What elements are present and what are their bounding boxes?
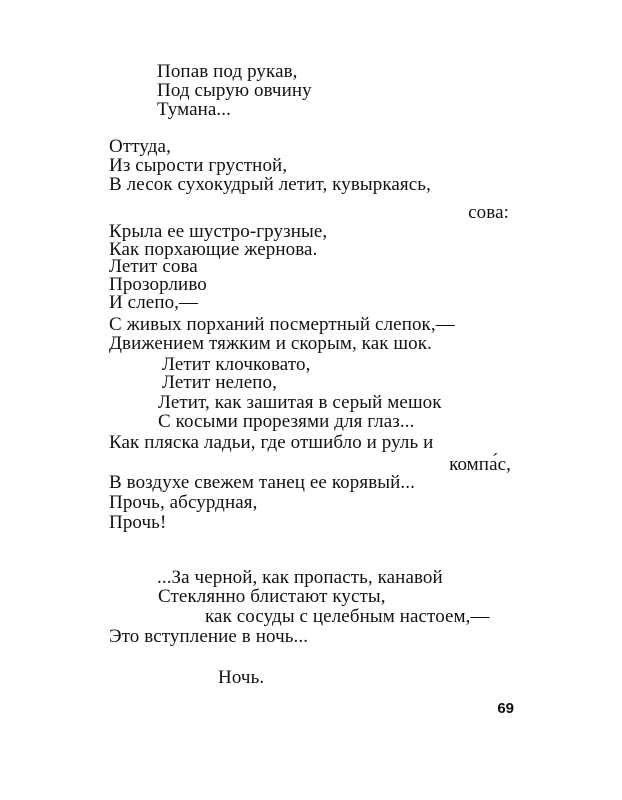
poem-line: В лесок сухокудрый летит, кувыркаясь, bbox=[109, 174, 431, 195]
poem-line: сова: bbox=[468, 202, 509, 223]
poem-line: Движением тяжким и скорым, как шок. bbox=[109, 333, 432, 354]
poem-line: Крыла ее шустро-грузные, bbox=[109, 221, 328, 242]
poem-line: Прочь! bbox=[109, 512, 167, 533]
poem-line: Тумана... bbox=[157, 99, 231, 120]
poem-line: Прочь, абсурдная, bbox=[109, 492, 258, 513]
poem-line: Это вступление в ночь... bbox=[109, 626, 309, 647]
poem-line: компа́с, bbox=[449, 454, 511, 475]
poem-line: Стеклянно блистают кусты, bbox=[158, 586, 386, 607]
poem-line: Попав под рукав, bbox=[157, 61, 298, 82]
poem-line: Оттуда, bbox=[109, 136, 171, 157]
page-number: 69 bbox=[497, 700, 514, 717]
poem-line: Летит нелепо, bbox=[162, 372, 277, 393]
poem-line: В воздухе свежем танец ее корявый... bbox=[109, 472, 415, 493]
poem-line: как сосуды с целебным настоем,— bbox=[205, 606, 490, 627]
poem-line: ...За черной, как пропасть, канавой bbox=[157, 567, 443, 588]
poem-line: Под сырую овчину bbox=[157, 80, 312, 101]
poem-line: Летит, как зашитая в серый мешок bbox=[158, 392, 442, 413]
poem-line: Ночь. bbox=[218, 667, 265, 688]
poem-line: Из сырости грустной, bbox=[109, 155, 288, 176]
poem-line: Как пляска ладьи, где отшибло и руль и bbox=[109, 432, 434, 453]
poem-line: С косыми прорезями для глаз... bbox=[158, 411, 415, 432]
poem-line: Летит клочковато, bbox=[162, 354, 311, 375]
poem-line: Летит сова bbox=[109, 256, 198, 277]
poem-line: С живых порханий посмертный слепок,— bbox=[109, 314, 455, 335]
poem-line: И слепо,— bbox=[109, 292, 199, 313]
poem-line: Как порхающие жернова. bbox=[109, 239, 318, 260]
poem-line: Прозорливо bbox=[109, 274, 207, 295]
